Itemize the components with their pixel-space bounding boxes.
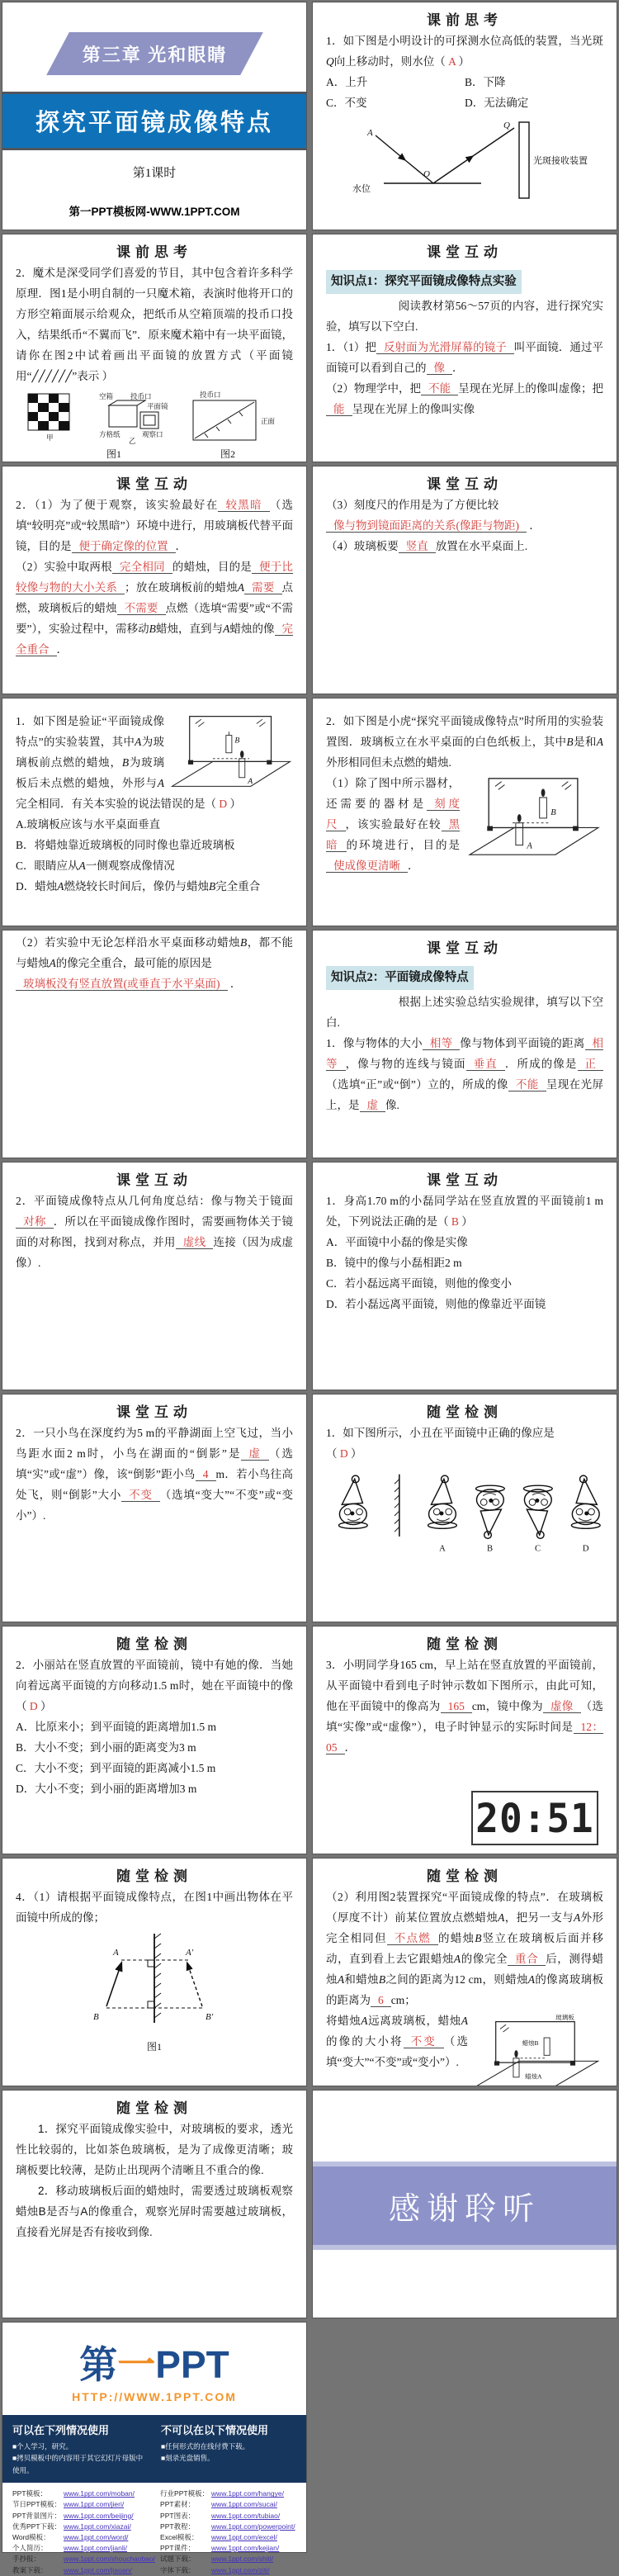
svg-text:C: C bbox=[534, 1544, 541, 1554]
svg-text:水位: 水位 bbox=[352, 183, 371, 194]
fill-blank-1: 2．（1）为了便于观察，该实验最好在 较黑暗 （选填“较明亮”或“较黑暗”）环境中进行，用玻璃板代替平面镜，目的是 便于确定像的位置 ． bbox=[16, 499, 294, 552]
slide-row-2 bbox=[2, 234, 617, 462]
svg-text:O: O bbox=[423, 168, 430, 179]
question-text: 2．魔术是深受同学们喜爱的节目，其中包含着许多科学原理．图1是小明自制的一只魔术箱，表演时他将开口的方形空箱面展示给观众，把纸币从空箱顶端的投币口投入，结果纸币“不翼而飞”．原来魔术箱中有一块平面镜，请你在图2中试着画出平面镜的放置方式（平面镜用“╱╱╱╱╱╱”表示 ） bbox=[16, 267, 293, 382]
note-2: 2．移动玻璃板后面的蜡烛时，需要透过玻璃板观察蜡烛B是否与A的像重合，观察光屏时需要越过玻璃板，直接看光屏是否有接收到像. bbox=[16, 2184, 293, 2238]
option-d: D．蜡烛A燃烧较长时间后，像仍与蜡烛B完全重合 bbox=[16, 879, 261, 893]
link-url[interactable]: www.1ppt.com/shiti/ bbox=[211, 2555, 274, 2564]
logo-text-ppt: PPT bbox=[155, 2343, 229, 2386]
link-url[interactable]: www.1ppt.com/jianli/ bbox=[64, 2544, 128, 2553]
denied-item-1: ■任何形式的在线付费下载。 bbox=[161, 2442, 250, 2451]
slide-header: 课前思考 bbox=[427, 12, 503, 28]
thanks-banner: 感谢聆听 bbox=[313, 2162, 617, 2250]
logo-text-di: 第 bbox=[79, 2343, 118, 2386]
link-row: PPT课件： www.1ppt.com/kejian/ bbox=[160, 2544, 280, 2553]
svg-text:甲: 甲 bbox=[46, 433, 54, 442]
slide-body bbox=[313, 698, 617, 877]
slide-exercise-2b bbox=[2, 930, 306, 1158]
link-row: 优秀PPT下载： www.1ppt.com/xiazai/ bbox=[12, 2522, 131, 2531]
svg-text:B: B bbox=[487, 1544, 494, 1554]
svg-text:B′: B′ bbox=[206, 2011, 214, 2022]
fill-blank-3: （3）刻度尺的作用是为了方便比较 bbox=[326, 499, 499, 511]
slide-exercise-1 bbox=[2, 698, 306, 926]
allowed-item-2: ■拷贝模板中的内容用于其它幻灯片母版中使用。 bbox=[12, 2454, 144, 2474]
slide-exercise-distance bbox=[313, 1859, 617, 2086]
svg-text:B: B bbox=[550, 807, 556, 817]
slide-body bbox=[2, 698, 306, 897]
slide-row-9 bbox=[2, 1859, 617, 2086]
slide-header: 课堂互动 bbox=[427, 1172, 503, 1188]
slide-body bbox=[2, 1653, 306, 1800]
svg-text:玻璃板: 玻璃板 bbox=[555, 2013, 574, 2021]
slide-exercise-xiaoli bbox=[2, 1627, 306, 1854]
slide-header: 课堂互动 bbox=[116, 1404, 192, 1420]
link-row: 字体下载： www.1ppt.com/ziti/ bbox=[160, 2565, 270, 2574]
slide-row-4 bbox=[2, 698, 617, 926]
slide-header: 随堂检测 bbox=[116, 1868, 192, 1884]
knowledge-point-badge: 知识点1：探究平面镜成像特点实验 bbox=[326, 270, 522, 294]
link-url[interactable]: www.1ppt.com/jieri/ bbox=[64, 2500, 125, 2509]
fill-blank-1: 1．像与物体的大小 相等 像与物体到平面镜的距离 相等 ，像与物的连线与镜面 垂直 ．所成的像是 正（选填“正”或“倒”）立的，所成的像 不能 呈现在光屏上，是 虚 像. bbox=[326, 1036, 604, 1111]
svg-text:观察口: 观察口 bbox=[142, 429, 163, 438]
svg-text:Q: Q bbox=[503, 120, 510, 130]
slide-summary-notes bbox=[2, 2091, 306, 2318]
chapter-banner bbox=[46, 32, 263, 75]
slide-header: 课堂互动 bbox=[427, 476, 503, 492]
option-c: C．眼睛应从A一侧观察成像情况 bbox=[16, 859, 175, 872]
slide-row-7 bbox=[2, 1395, 617, 1622]
link-row: 教案下载： www.1ppt.com/jiaoan/ bbox=[12, 2565, 132, 2574]
lesson-title: 探究平面镜成像特点 bbox=[2, 92, 306, 150]
question-text: 1．如下图是验证“平面镜成像特点”的实验装置，其中A为玻璃板前点燃的蜡烛，B为玻璃板后未点燃的蜡烛，外形与A完全相同．有关本实验的说法错误的是（ D ） bbox=[16, 715, 241, 810]
link-url[interactable]: www.1ppt.com/kejian/ bbox=[211, 2544, 280, 2553]
slide-header: 随堂检测 bbox=[427, 1636, 503, 1652]
slide-row-3 bbox=[2, 466, 617, 694]
link-url[interactable]: www.1ppt.com/sucai/ bbox=[211, 2500, 277, 2509]
slide-row-1 bbox=[2, 2, 617, 230]
link-row: 节日PPT模板： www.1ppt.com/jieri/ bbox=[12, 2500, 125, 2509]
svg-text:平面镜: 平面镜 bbox=[147, 401, 168, 410]
link-row: 试题下载： www.1ppt.com/shiti/ bbox=[160, 2555, 274, 2564]
slide-knowledge-2 bbox=[313, 930, 617, 1158]
slide-body bbox=[313, 493, 617, 557]
svg-text:A: A bbox=[248, 776, 253, 786]
chapter-title: 第三章 光和眼睛 bbox=[82, 44, 227, 65]
option-b: B．大小不变；到小丽的距离变为3 m bbox=[16, 1740, 196, 1754]
link-url[interactable]: www.1ppt.com/xiazai/ bbox=[64, 2522, 131, 2531]
question-text: 3．小明同学身165 cm，早上站在竖直放置的平面镜前，从平面镜中看到电子时钟示数如下图所示，由此可知，他在平面镜中的像高为 165 cm，镜中像为 虚像 （选填“实像”或“虚像”），电子时钟显示的实际时间是 12：05 ． bbox=[326, 1659, 604, 1754]
session-label: 第1课时 bbox=[132, 167, 177, 180]
slide-row-8 bbox=[2, 1627, 617, 1854]
glass-candle-diagram bbox=[169, 713, 293, 789]
fill-blank-1: （1）除了图中所示器材，还需要的器材是 刻度尺 ，该实验最好在较 黑暗 的环境进行，目的是使成像更清晰 ． bbox=[326, 776, 460, 872]
link-row: Word模板： www.1ppt.com/word/ bbox=[12, 2533, 129, 2541]
svg-text:A: A bbox=[527, 841, 532, 851]
slide-exercise-bird bbox=[2, 1395, 306, 1622]
link-url[interactable]: www.1ppt.com/hangye/ bbox=[211, 2489, 284, 2498]
svg-text:正面: 正面 bbox=[261, 416, 276, 425]
answer-text: （ D ） bbox=[326, 1447, 362, 1460]
figure1-caption: 图1 bbox=[146, 2040, 162, 2053]
svg-text:A: A bbox=[113, 1947, 119, 1958]
digital-clock-figure bbox=[471, 1791, 598, 1845]
summary-text: 2．平面镜成像特点从几何角度总结：像与物关于镜面对称 ．所以在平面镜成像作图时，需要画物体关于镜面的对称图，找到对称点，并用 虚线 连接（因为成虚像）. bbox=[16, 1195, 294, 1269]
slide-interact-3 bbox=[313, 466, 617, 694]
link-url[interactable]: www.1ppt.com/ziti/ bbox=[211, 2565, 270, 2574]
links-column-1 bbox=[12, 2488, 155, 2575]
links-column-2 bbox=[160, 2488, 303, 2575]
slide-body bbox=[313, 1421, 617, 1557]
option-c: C．大小不变；到平面镜的距离减小1.5 m bbox=[16, 1761, 216, 1774]
question-text: 1．身高1.70 m的小磊同学站在竖直放置的平面镜前1 m处，下列说法正确的是（ B ） bbox=[326, 1195, 603, 1228]
link-url[interactable]: www.1ppt.com/shouchaobao/ bbox=[64, 2555, 156, 2564]
site-links bbox=[2, 2483, 306, 2575]
allowed-item-1: ■个人学习，研究。 bbox=[12, 2442, 73, 2451]
link-row: PPT背景图片： www.1ppt.com/beijing/ bbox=[12, 2511, 134, 2520]
question-text: 1．如下图是小明设计的可探测水位高低的装置，当光斑Q向上移动时，则水位（ A ） bbox=[326, 35, 603, 68]
glass-candle-diagram bbox=[465, 775, 603, 858]
fill-blank-2: （2）实验中取两根 完全相同 的蜡烛，目的是 便于比较像与物的大小关系 ；放在玻璃板前的蜡烛A 需要 点燃，玻璃板后的蜡烛 不需要 点燃（选填“需要”或“不需要”），实验过程中，需移动B蜡烛，直到与A蜡烛的像 完全重合 ． bbox=[16, 560, 294, 656]
slide-interact-2 bbox=[2, 466, 306, 694]
option-c: C．若小磊远离平面镜，则他的像变小 bbox=[326, 1276, 513, 1290]
svg-text:B: B bbox=[93, 2011, 99, 2022]
link-row: 行业PPT模板： www.1ppt.com/hangye/ bbox=[160, 2489, 284, 2498]
knowledge-point-badge: 知识点2：平面镜成像特点 bbox=[326, 966, 474, 990]
option-a: A．平面镜中小磊的像是实像 bbox=[326, 1235, 468, 1248]
option-d: D．无法确定 bbox=[465, 96, 529, 109]
slide-title bbox=[2, 2, 306, 230]
link-row: PPT模板： www.1ppt.com/moban/ bbox=[12, 2489, 135, 2498]
question-text: 2．一只小鸟在深度约为5 m的平静湖面上空飞过，当小鸟距水面2 m时，小鸟在湖面的“倒影”是 虚 （选填“实”或“虚”）像，该“倒影”距小鸟 4 m．若小鸟往高处飞，则“倒影”大小 不变 （选填“变大”“不变”或“变小”）. bbox=[16, 1427, 294, 1522]
link-url[interactable]: www.1ppt.com/moban/ bbox=[64, 2489, 135, 2498]
option-b: B．将蜡烛靠近玻璃板的同时像也靠近玻璃板 bbox=[16, 838, 235, 851]
denied-item-2: ■刻录光盘销售。 bbox=[161, 2454, 215, 2463]
site-footer-card bbox=[2, 2323, 306, 2574]
slide-exercise-2 bbox=[313, 698, 617, 926]
option-c: C．不变 bbox=[326, 96, 367, 109]
svg-text:A: A bbox=[367, 127, 373, 138]
slide-body bbox=[2, 1421, 306, 1527]
slide-header: 课堂互动 bbox=[427, 244, 503, 260]
question-text: 2．小丽站在竖直放置的平面镜前，镜中有她的像．当她向着远离平面镜的方向移动1.5 m时，她在平面镜中的像（ D ） bbox=[16, 1659, 293, 1712]
svg-text:投币口: 投币口 bbox=[130, 391, 152, 400]
slide-exercise-clock bbox=[313, 1627, 617, 1854]
slide-body bbox=[2, 1885, 306, 2056]
svg-text:乙: 乙 bbox=[129, 436, 136, 445]
option-b: B．镜中的像与小磊相距2 m bbox=[326, 1256, 462, 1269]
link-row: 手抄报： www.1ppt.com/shouchaobao/ bbox=[12, 2555, 156, 2564]
slide-header: 随堂检测 bbox=[116, 1636, 192, 1652]
fill-blank-3-answer: 像与物到镜面距离的关系(像距与物距) ． bbox=[326, 516, 603, 537]
slide-body bbox=[313, 1653, 617, 1759]
slide-body bbox=[313, 1885, 617, 2081]
question-text: 2．如下图是小虎“探究平面镜成像特点”时所用的实验装置图．玻璃板立在水平桌面的白色纸板上，其中B是和A外形相同但未点燃的蜡烛. bbox=[326, 715, 603, 769]
answer-text: 玻璃板没有竖直放置(或垂直于水平桌面) ． bbox=[16, 974, 293, 995]
slide-header: 课堂互动 bbox=[116, 476, 192, 492]
option-b: B．下降 bbox=[465, 75, 506, 88]
slide-body bbox=[2, 930, 306, 995]
link-url[interactable]: www.1ppt.com/powerpoint/ bbox=[211, 2522, 295, 2531]
denied-usage-title: 不可以在以下情况使用 bbox=[161, 2424, 269, 2436]
slide-body bbox=[313, 957, 617, 1116]
svg-text:A′: A′ bbox=[186, 1947, 194, 1958]
figure2-caption: 图2 bbox=[220, 447, 235, 460]
svg-text:D: D bbox=[582, 1544, 589, 1554]
water-level-diagram bbox=[341, 117, 588, 204]
slide-summary-geometry bbox=[2, 1163, 306, 1390]
svg-text:A: A bbox=[439, 1544, 446, 1554]
slide-row-10 bbox=[2, 2091, 617, 2318]
slide-exercise-height bbox=[313, 1163, 617, 1390]
slide-body bbox=[313, 29, 617, 204]
svg-text:光斑接收装置: 光斑接收装置 bbox=[533, 155, 588, 166]
svg-text:投币口: 投币口 bbox=[200, 390, 221, 399]
site-logo bbox=[2, 2343, 306, 2386]
question-text: 1．如下图所示，小丑在平面镜中正确的像应是 bbox=[326, 1427, 555, 1439]
slide-header: 随堂检测 bbox=[427, 1868, 503, 1884]
question-text: （2）利用图2装置探究“平面镜成像的特点”．在玻璃板（厚度不计）前某位置放点燃蜡烛A，把另一支与A外形完全相同但 不点燃 的蜡烛B竖立在玻璃板后面并移动，直到看上去它跟蜡烛A的像完全 重合 后，测得蜡烛A和蜡烛B之间的距离为12 cm，则蜡烛A的像离玻璃板的距离为 6 cm； bbox=[326, 1891, 604, 2006]
clock-display: 20:51 bbox=[475, 1794, 594, 1842]
slide-header: 随堂检测 bbox=[116, 2100, 192, 2116]
link-url[interactable]: www.1ppt.com/tubiao/ bbox=[211, 2511, 281, 2520]
question-text: （2）若实验中无论怎样沿水平桌面移动蜡烛B，都不能与蜡烛A的像完全重合，最可能的原因是 bbox=[16, 936, 293, 969]
slide-exercise-draw bbox=[2, 1859, 306, 2086]
magic-box-diagram bbox=[17, 391, 292, 445]
slide-body bbox=[2, 261, 306, 463]
mirror-image-diagram bbox=[64, 1932, 245, 2038]
link-row: PPT教程： www.1ppt.com/powerpoint/ bbox=[160, 2522, 295, 2531]
allowed-usage-title: 可以在下列情况使用 bbox=[12, 2424, 110, 2436]
slide-header: 随堂检测 bbox=[427, 1404, 503, 1420]
link-row: PPT素材： www.1ppt.com/sucai/ bbox=[160, 2500, 277, 2509]
allowed-usage bbox=[12, 2422, 148, 2476]
template-credit: 第一PPT模板网-WWW.1PPT.COM bbox=[69, 206, 240, 218]
link-row: 个人简历： www.1ppt.com/jianli/ bbox=[12, 2544, 128, 2553]
svg-text:空箱: 空箱 bbox=[99, 391, 114, 400]
slide-body bbox=[2, 1189, 306, 1274]
fill-blank-2: （2）物理学中，把 不能 呈现在光屏上的像叫虚像；把能 呈现在光屏上的像叫实像 bbox=[326, 381, 604, 415]
usage-terms-band bbox=[2, 2415, 306, 2483]
site-url[interactable]: HTTP://WWW.1PPT.COM bbox=[72, 2390, 237, 2403]
fill-blank-4: （4）玻璃板要 竖直 放置在水平桌面上. bbox=[326, 539, 528, 552]
instruction-text: 阅读教材第56～57页的内容，进行探究实验，填写以下空白. bbox=[326, 299, 603, 333]
glass-candle-diagram bbox=[473, 2013, 603, 2089]
link-url[interactable]: www.1ppt.com/word/ bbox=[64, 2533, 129, 2541]
svg-text:蜡烛A: 蜡烛A bbox=[525, 2072, 542, 2081]
slide-header: 课堂互动 bbox=[116, 1172, 192, 1188]
denied-usage bbox=[161, 2422, 296, 2476]
figure1-caption: 图1 bbox=[106, 447, 122, 460]
svg-text:蜡烛B: 蜡烛B bbox=[522, 2039, 539, 2047]
option-d: D．大小不变；到小丽的距离增加3 m bbox=[16, 1782, 197, 1795]
slide-row-5 bbox=[2, 930, 617, 1158]
slide-knowledge-1 bbox=[313, 234, 617, 462]
instruction-text: 根据上述实验总结实验规律，填写以下空白. bbox=[326, 995, 603, 1029]
slide-body bbox=[2, 493, 306, 661]
slide-thanks bbox=[313, 2091, 617, 2318]
link-url[interactable]: www.1ppt.com/jiaoan/ bbox=[64, 2565, 132, 2574]
option-a: A．比原来小；到平面镜的距离增加1.5 m bbox=[16, 1720, 216, 1733]
option-a: A.玻璃板应该与水平桌面垂直 bbox=[16, 817, 161, 831]
link-url[interactable]: www.1ppt.com/excel/ bbox=[211, 2533, 277, 2541]
note-1: 1．探究平面镜成像实验中，对玻璃板的要求，透光性比较弱的，比如茶色玻璃板，是为了成像更清晰；玻璃板要比较薄，是防止出现两个清晰且不重合的像. bbox=[16, 2123, 293, 2176]
slide-row-6 bbox=[2, 1163, 617, 1390]
fill-blank-1: 1．（1）把 反射面为光滑屏幕的镜子 叫平面镜．通过平面镜可以看到自己的 像 ． bbox=[326, 340, 603, 374]
slide-exercise-clown bbox=[313, 1395, 617, 1622]
slide-prethink-2 bbox=[2, 234, 306, 462]
svg-text:方格纸: 方格纸 bbox=[99, 429, 120, 438]
option-d: D．若小磊远离平面镜，则他的像靠近平面镜 bbox=[326, 1297, 546, 1310]
slide-body bbox=[313, 1189, 617, 1315]
option-a: A．上升 bbox=[326, 75, 368, 88]
fill-blank-2: 将蜡烛A远离玻璃板，蜡烛A的像的大小将 不变 （选填“变大”“不变”或“变小”）. bbox=[326, 2014, 469, 2068]
slide-header: 课前思考 bbox=[116, 244, 192, 260]
link-url[interactable]: www.1ppt.com/beijing/ bbox=[64, 2511, 134, 2520]
footer-row bbox=[2, 2323, 617, 2574]
slide-header: 课堂互动 bbox=[427, 940, 503, 956]
options bbox=[326, 73, 603, 114]
logo-text-yi: 一 bbox=[117, 2343, 156, 2386]
question-text: 4．（1）请根据平面镜成像特点，在图1中画出物体在平面镜中所成的像； bbox=[16, 1891, 293, 1924]
slide-prethink-1 bbox=[313, 2, 617, 230]
svg-text:B: B bbox=[234, 736, 240, 746]
clown-options-diagram bbox=[326, 1468, 603, 1557]
link-row: PPT图表： www.1ppt.com/tubiao/ bbox=[160, 2511, 281, 2520]
slide-body bbox=[2, 2117, 306, 2243]
link-row: Excel模板： www.1ppt.com/excel/ bbox=[160, 2533, 277, 2541]
slide-body bbox=[313, 261, 617, 420]
